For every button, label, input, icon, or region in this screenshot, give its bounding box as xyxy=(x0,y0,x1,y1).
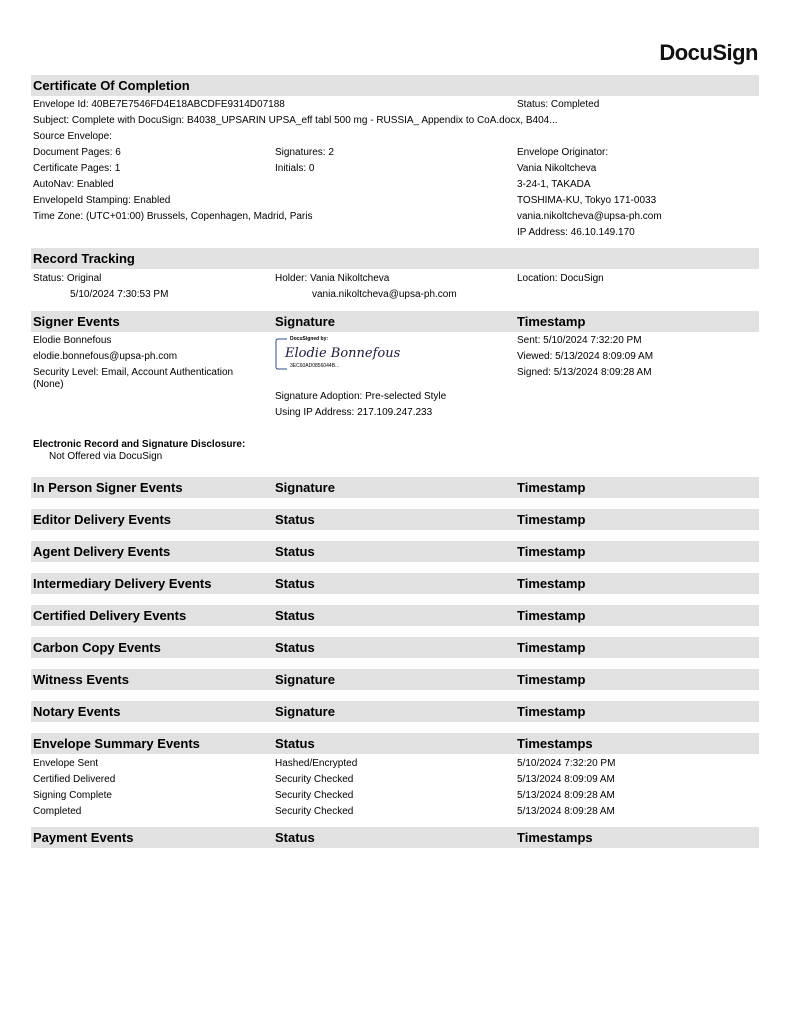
originator-label: Envelope Originator: xyxy=(517,147,609,158)
summary-event: Envelope Sent xyxy=(33,758,99,769)
signature-image xyxy=(275,336,401,370)
disclosure-value: Not Offered via DocuSign xyxy=(49,451,163,462)
record-status-date: 5/10/2024 7:30:53 PM xyxy=(70,289,169,300)
summary-time: 5/13/2024 8:09:28 AM xyxy=(517,806,615,817)
section-col3: Timestamp xyxy=(517,512,586,527)
section-col2: Status xyxy=(275,544,315,559)
section-bar xyxy=(31,669,759,690)
signer-events-header: Signer Events xyxy=(33,314,120,329)
envelope-summary-header: Envelope Summary Events xyxy=(33,736,200,751)
summary-event: Completed xyxy=(33,806,82,817)
summary-time: 5/10/2024 7:32:20 PM xyxy=(517,758,616,769)
section-col2: Status xyxy=(275,640,315,655)
signer-name: Elodie Bonnefous xyxy=(33,335,112,346)
signer-events-col3: Timestamp xyxy=(517,314,586,329)
originator-address-2: TOSHIMA-KU, Tokyo 171-0033 xyxy=(517,195,657,206)
section-title: Editor Delivery Events xyxy=(33,512,171,527)
record-holder: Holder: Vania Nikoltcheva xyxy=(275,273,390,284)
section-bar xyxy=(31,477,759,498)
section-col3: Timestamp xyxy=(517,608,586,623)
section-col2: Signature xyxy=(275,480,335,495)
section-col2: Signature xyxy=(275,672,335,687)
section-bar xyxy=(31,541,759,562)
signatures-count: Signatures: 2 xyxy=(275,147,334,158)
summary-status: Security Checked xyxy=(275,790,354,801)
section-title: Certified Delivery Events xyxy=(33,608,187,623)
summary-event: Signing Complete xyxy=(33,790,112,801)
signature-name: Elodie Bonnefous xyxy=(285,346,401,361)
envelope-subject: Subject: Complete with DocuSign: B4038_UPSARIN UPSA_eff tabl 500 mg - RUSSIA_ Appendix to CoA.docx, B404... xyxy=(33,115,558,126)
signature-ip: Using IP Address: 217.109.247.233 xyxy=(275,407,433,418)
section-bar xyxy=(31,701,759,722)
envelope-id: Envelope Id: 40BE7E7546FD4E18ABCDFE9314D07188 xyxy=(33,99,285,110)
signature-label: DocuSigned by: xyxy=(290,336,329,342)
signature-adoption: Signature Adoption: Pre-selected Style xyxy=(275,391,447,402)
section-title: In Person Signer Events xyxy=(33,480,183,495)
section-title: Witness Events xyxy=(33,672,129,687)
record-holder-email: vania.nikoltcheva@upsa-ph.com xyxy=(312,289,457,300)
signer-email: elodie.bonnefous@upsa-ph.com xyxy=(33,351,178,362)
section-col2: Signature xyxy=(275,704,335,719)
record-tracking-bar xyxy=(31,248,759,269)
summary-status: Security Checked xyxy=(275,774,354,785)
signer-sent: Sent: 5/10/2024 7:32:20 PM xyxy=(517,335,642,346)
section-col3: Timestamp xyxy=(517,672,586,687)
summary-status: Hashed/Encrypted xyxy=(275,758,358,769)
docusign-logo: DocuSign xyxy=(659,40,758,65)
signer-signed: Signed: 5/13/2024 8:09:28 AM xyxy=(517,367,652,378)
section-col2: Status xyxy=(275,512,315,527)
certificate-pages: Certificate Pages: 1 xyxy=(33,163,121,174)
autonav: AutoNav: Enabled xyxy=(33,179,114,190)
record-status: Status: Original xyxy=(33,273,102,284)
source-envelope: Source Envelope: xyxy=(33,131,112,142)
section-col2: Status xyxy=(275,576,315,591)
envelope-status: Status: Completed xyxy=(517,99,600,110)
payment-events-bar xyxy=(31,827,759,848)
envelopeid-stamping: EnvelopeId Stamping: Enabled xyxy=(33,195,171,206)
section-col3: Timestamp xyxy=(517,576,586,591)
section-col3: Timestamp xyxy=(517,544,586,559)
payment-events-col2: Status xyxy=(275,830,315,845)
summary-time: 5/13/2024 8:09:28 AM xyxy=(517,790,615,801)
signature-id: 3EC60AD0856044B... xyxy=(290,363,340,369)
envelope-summary-bar xyxy=(31,733,759,754)
section-col3: Timestamp xyxy=(517,480,586,495)
originator-ip: IP Address: 46.10.149.170 xyxy=(517,227,635,238)
section-bar xyxy=(31,509,759,530)
payment-events-header: Payment Events xyxy=(33,830,134,845)
disclosure-title: Electronic Record and Signature Disclosure: xyxy=(33,439,246,450)
originator-email: vania.nikoltcheva@upsa-ph.com xyxy=(517,211,662,222)
envelope-summary-col3: Timestamps xyxy=(517,736,593,751)
envelope-summary-col2: Status xyxy=(275,736,315,751)
certificate-header-bar xyxy=(31,75,759,96)
payment-events-col3: Timestamps xyxy=(517,830,593,845)
section-bar xyxy=(31,637,759,658)
time-zone: Time Zone: (UTC+01:00) Brussels, Copenhagen, Madrid, Paris xyxy=(33,211,313,222)
section-col2: Status xyxy=(275,608,315,623)
section-title: Agent Delivery Events xyxy=(33,544,171,559)
originator-address-1: 3-24-1, TAKADA xyxy=(517,179,591,190)
initials-count: Initials: 0 xyxy=(275,163,315,174)
certificate-header: Certificate Of Completion xyxy=(33,78,190,93)
section-title: Intermediary Delivery Events xyxy=(33,576,212,591)
section-title: Carbon Copy Events xyxy=(33,640,161,655)
section-col3: Timestamp xyxy=(517,640,586,655)
record-tracking-header: Record Tracking xyxy=(33,251,135,266)
section-bar xyxy=(31,573,759,594)
originator-name: Vania Nikoltcheva xyxy=(517,163,597,174)
summary-event: Certified Delivered xyxy=(33,774,116,785)
section-title: Notary Events xyxy=(33,704,121,719)
summary-status: Security Checked xyxy=(275,806,354,817)
section-bar xyxy=(31,605,759,626)
summary-time: 5/13/2024 8:09:09 AM xyxy=(517,774,615,785)
record-location: Location: DocuSign xyxy=(517,273,604,284)
section-col3: Timestamp xyxy=(517,704,586,719)
signer-viewed: Viewed: 5/13/2024 8:09:09 AM xyxy=(517,351,654,362)
signer-security-level-2: (None) xyxy=(33,379,64,390)
document-pages: Document Pages: 6 xyxy=(33,147,121,158)
signer-security-level: Security Level: Email, Account Authentication xyxy=(33,367,234,378)
signer-events-bar xyxy=(31,311,759,332)
signer-events-col2: Signature xyxy=(275,314,335,329)
